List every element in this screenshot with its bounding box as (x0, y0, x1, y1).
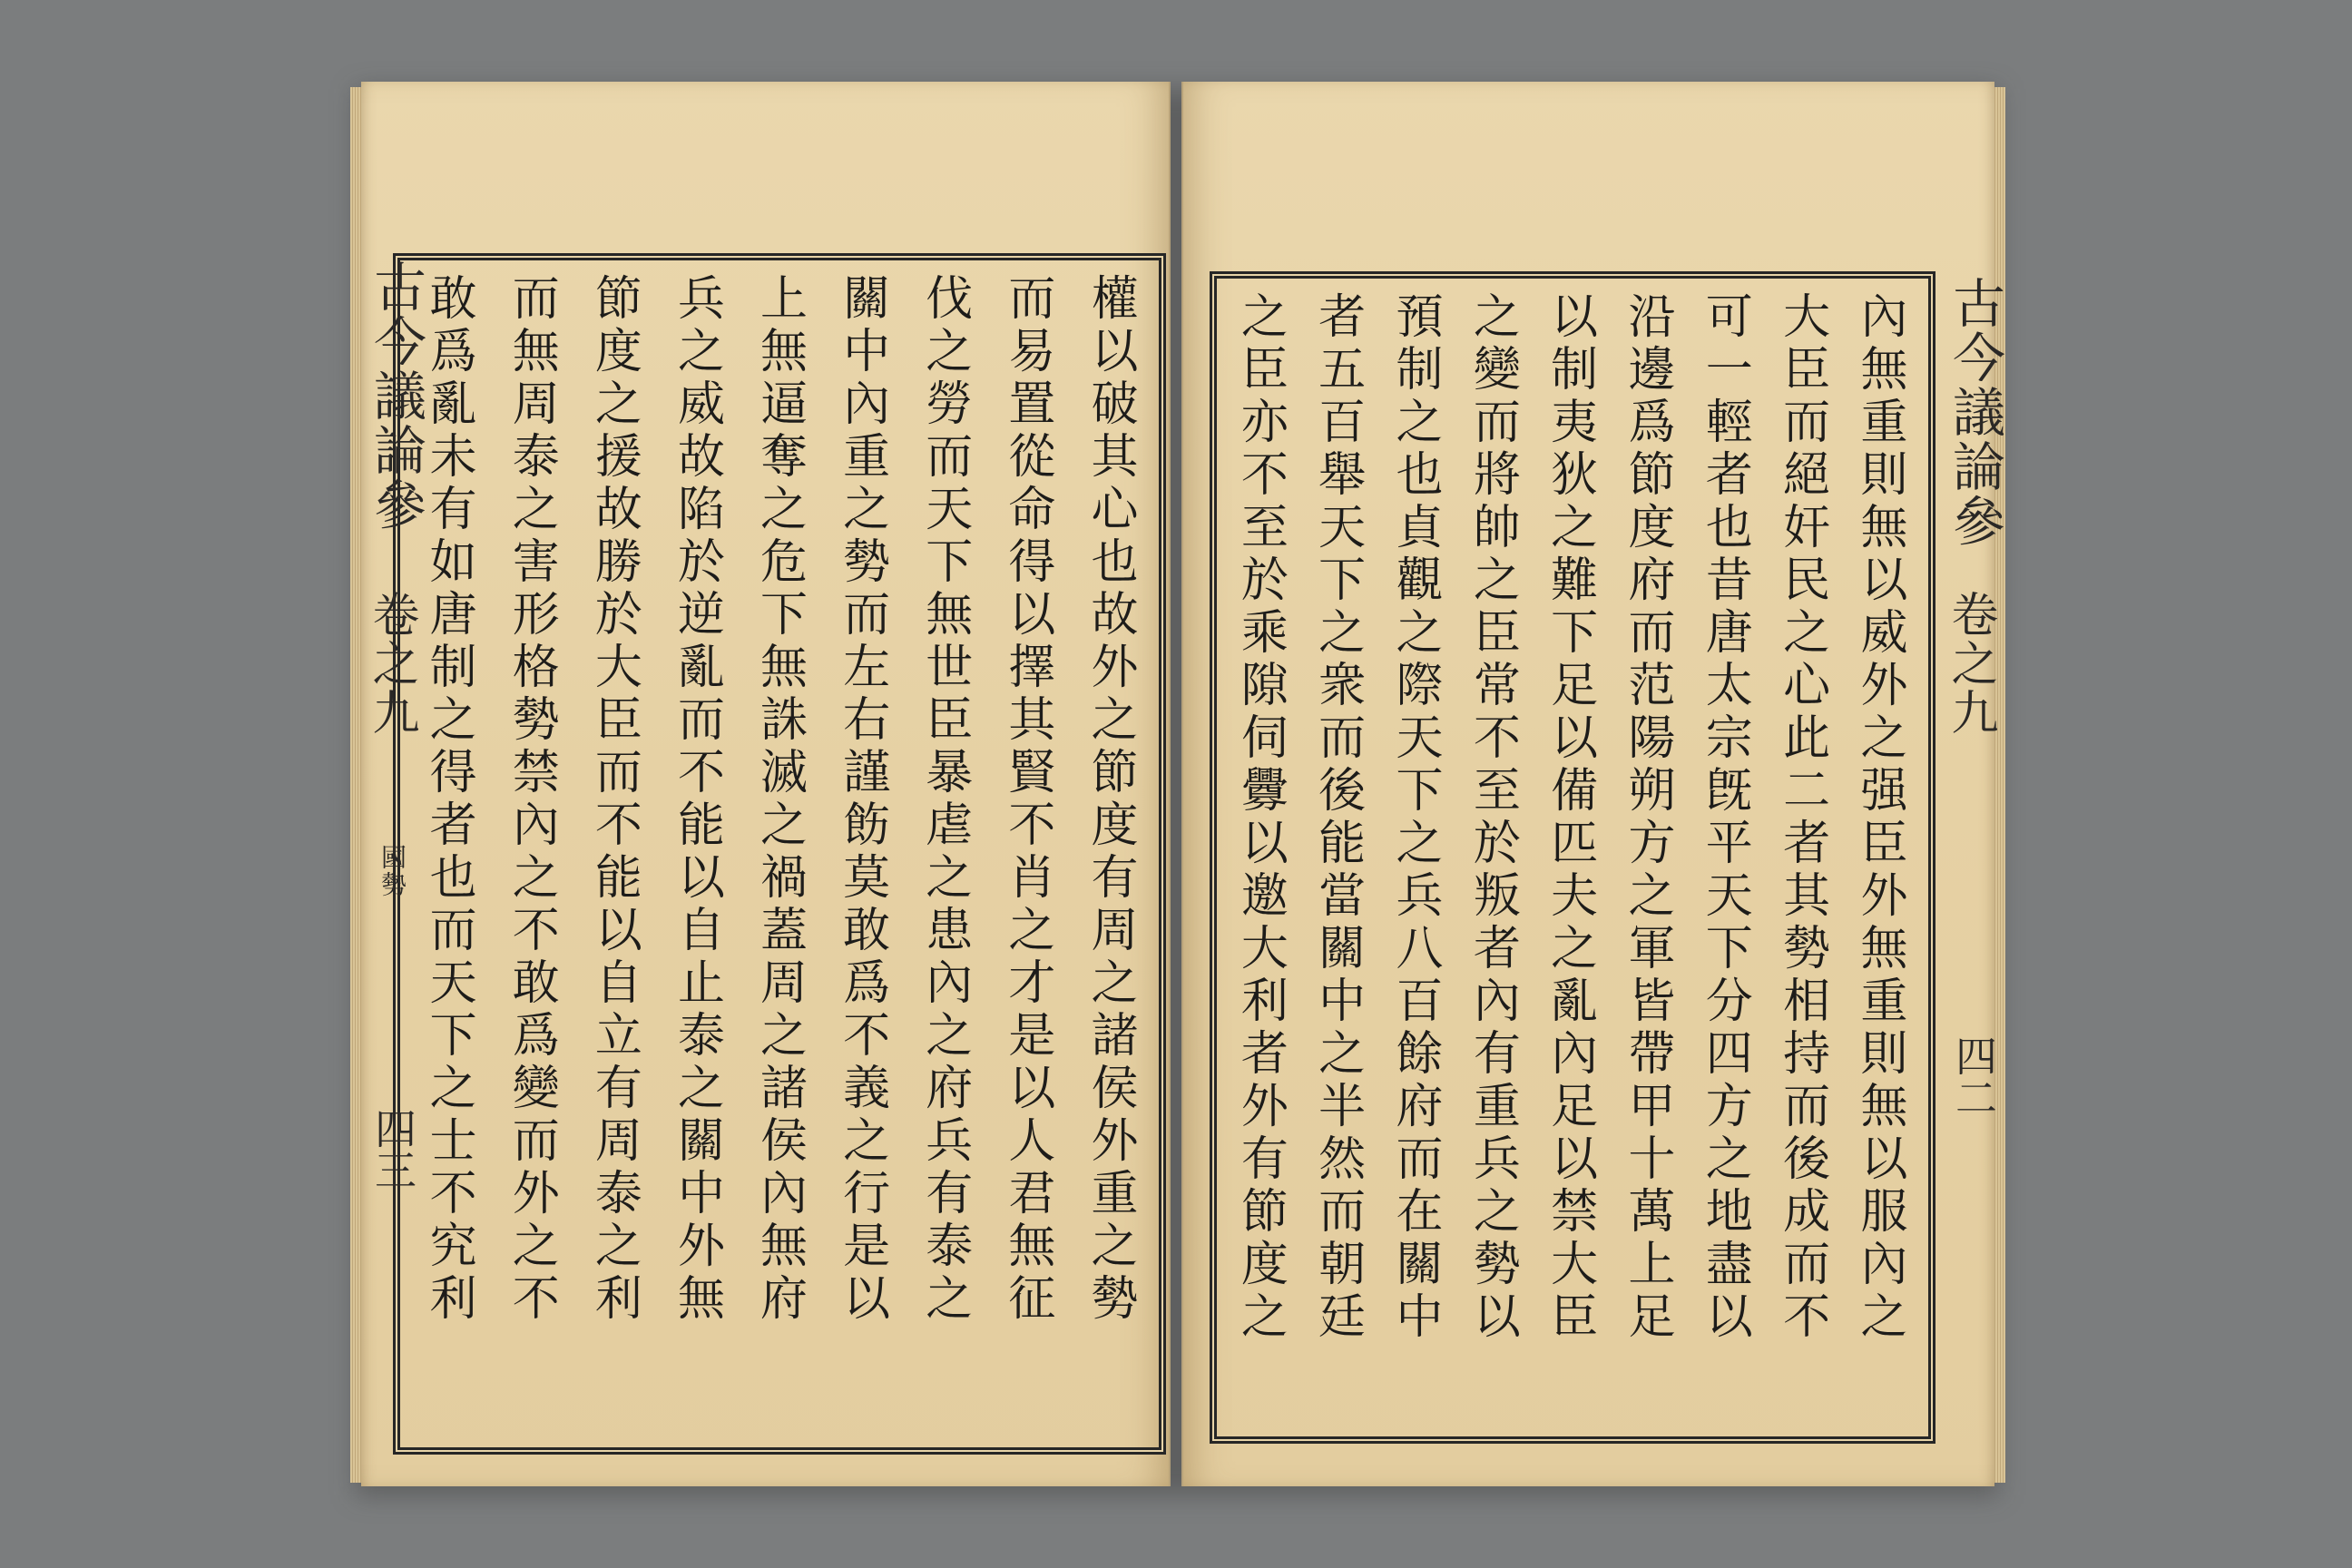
text-column: 者五百舉天下之衆而後能當關中之半然而朝廷 (1309, 291, 1365, 1344)
text-column: 之臣亦不至於乘隙伺釁以邀大利者外有節度之 (1232, 291, 1288, 1344)
text-column: 節度之援故勝於大臣而不能以自立有周泰之利 (586, 273, 642, 1326)
banxin-volume: 卷之九 (364, 590, 418, 737)
text-column: 敢爲亂未有如唐制之得者也而天下之士不究利 (421, 273, 476, 1326)
left-page-columns (407, 273, 1152, 1435)
text-column: 而無周泰之害形格勢禁內之不敢爲變而外之不 (504, 273, 559, 1326)
right-page-columns (1224, 291, 1921, 1424)
banxin-page-number: 四二 (1949, 1034, 1998, 1118)
banxin-page-number: 四三 (368, 1107, 417, 1191)
left-page (361, 82, 1171, 1486)
text-column: 沿邊爲節度府而范陽朔方之軍皆帶甲十萬上足 (1619, 291, 1674, 1344)
text-column: 上無逼奪之危下無誅滅之禍蓋周之諸侯內無府 (751, 273, 807, 1326)
banxin-volume: 卷之九 (1943, 590, 1997, 737)
banxin-section: 國勢 (377, 844, 407, 898)
left-page-text-frame (397, 258, 1161, 1450)
right-page (1181, 82, 2005, 1486)
text-column: 大臣而絕奸民之心此二者其勢相持而後成而不 (1774, 291, 1829, 1344)
text-column: 關中內重之勢而左右謹飭莫敢爲不義之行是以 (834, 273, 889, 1326)
text-column: 而易置從命得以擇其賢不肖之才是以人君無征 (999, 273, 1054, 1326)
banxin-title: 古今議論參 (365, 260, 426, 532)
banxin-title: 古今議論參 (1944, 276, 2005, 548)
text-column: 可一輕者也昔唐太宗旣平天下分四方之地盡以 (1697, 291, 1752, 1344)
text-column: 兵之威故陷於逆亂而不能以自止泰之關中外無 (669, 273, 724, 1326)
right-page-text-frame (1214, 276, 1931, 1439)
text-column: 伐之勞而天下無世臣暴虐之患內之府兵有泰之 (916, 273, 972, 1326)
text-column: 權以破其心也故外之節度有周之諸侯外重之勢 (1082, 273, 1137, 1326)
text-column: 內無重則無以威外之强臣外無重則無以服內之 (1851, 291, 1906, 1344)
text-column: 以制夷狄之難下足以備匹夫之亂內足以禁大臣 (1542, 291, 1597, 1344)
text-column: 預制之也貞觀之際天下之兵八百餘府而在關中 (1387, 291, 1442, 1344)
text-column: 之變而將帥之臣常不至於叛者內有重兵之勢以 (1465, 291, 1520, 1344)
